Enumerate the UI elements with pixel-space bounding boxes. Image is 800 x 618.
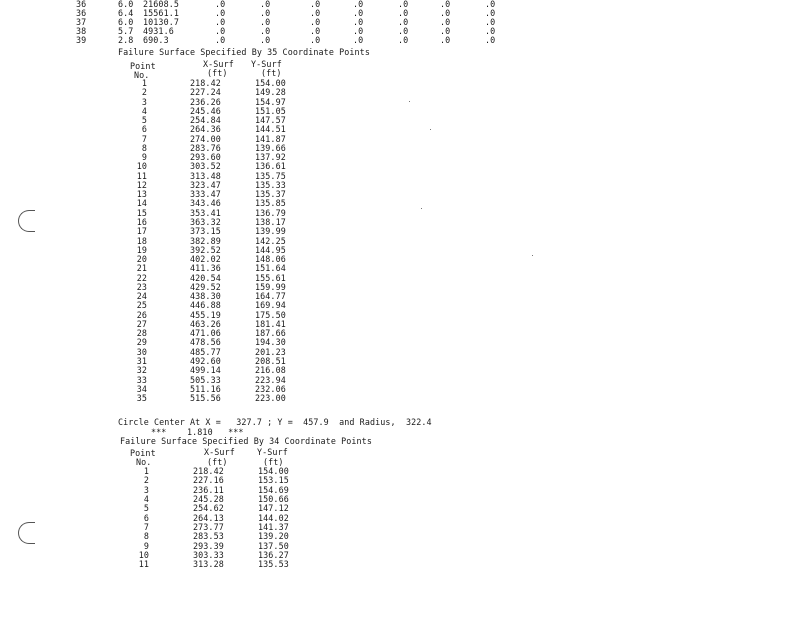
- table-row: [0, 226, 800, 235]
- cell-y-surf: 135.53: [258, 559, 289, 570]
- prior-table-cell: .0: [310, 35, 321, 45]
- cell-point-no: 11: [136, 170, 147, 181]
- cell-x-surf: 511.16: [190, 383, 221, 394]
- cell-point-no: 6: [143, 512, 149, 523]
- table-row: [0, 531, 800, 540]
- cell-point-no: 13: [136, 189, 147, 200]
- prior-table-cell: .0: [440, 0, 451, 9]
- table-row: [0, 282, 800, 291]
- cell-x-surf: 303.52: [190, 161, 221, 172]
- cell-y-surf: 148.06: [255, 254, 286, 265]
- prior-table-cell: .0: [260, 17, 271, 27]
- surface1-col-x-unit: (ft): [207, 68, 228, 78]
- cell-y-surf: 147.57: [255, 115, 286, 126]
- prior-table-cell: 690.3: [143, 35, 169, 45]
- cell-y-surf: 135.75: [255, 170, 286, 181]
- cell-x-surf: 227.16: [193, 475, 224, 486]
- cell-point-no: 9: [143, 540, 149, 551]
- cell-point-no: 16: [136, 216, 147, 227]
- cell-y-surf: 147.12: [258, 503, 289, 514]
- cell-point-no: 31: [136, 355, 147, 366]
- cell-point-no: 34: [136, 383, 147, 394]
- cell-point-no: 5: [143, 503, 149, 514]
- cell-y-surf: 216.08: [255, 365, 286, 376]
- table-row: [0, 78, 800, 87]
- prior-table-cell: .0: [260, 8, 271, 18]
- cell-y-surf: 155.61: [255, 272, 286, 283]
- cell-x-surf: 463.26: [190, 318, 221, 329]
- cell-y-surf: 139.20: [258, 531, 289, 542]
- cell-y-surf: 139.66: [255, 142, 286, 153]
- cell-y-surf: 142.25: [255, 235, 286, 246]
- table-row: [0, 559, 800, 568]
- cell-x-surf: 293.60: [190, 152, 221, 163]
- cell-y-surf: 181.41: [255, 318, 286, 329]
- cell-x-surf: 478.56: [190, 337, 221, 348]
- cell-point-no: 4: [141, 105, 147, 116]
- table-row: [0, 310, 800, 319]
- cell-x-surf: 293.39: [193, 540, 224, 551]
- cell-x-surf: 313.28: [193, 559, 224, 570]
- cell-point-no: 11: [138, 559, 149, 570]
- table-row: [0, 365, 800, 374]
- cell-point-no: 30: [136, 346, 147, 357]
- table-row: [0, 171, 800, 180]
- surface2-col-x-unit: (ft): [207, 457, 228, 467]
- prior-table-cell: .0: [440, 17, 451, 27]
- cell-x-surf: 245.28: [193, 494, 224, 505]
- prior-table-cell: .0: [260, 35, 271, 45]
- prior-table-cell: 6.0: [118, 17, 134, 27]
- cell-x-surf: 373.15: [190, 226, 221, 237]
- prior-table-cell: 5.7: [118, 26, 134, 36]
- surface1-col-y: Y-Surf: [251, 59, 282, 69]
- prior-table-cell: .0: [260, 26, 271, 36]
- cell-point-no: 5: [141, 115, 147, 126]
- cell-x-surf: 273.77: [193, 522, 224, 533]
- cell-x-surf: 236.11: [193, 484, 224, 495]
- cell-y-surf: 194.30: [255, 337, 286, 348]
- table-row: [0, 161, 800, 170]
- prior-table-row: [0, 35, 800, 44]
- cell-point-no: 8: [143, 531, 149, 542]
- cell-x-surf: 499.14: [190, 365, 221, 376]
- prior-table-row: [0, 17, 800, 26]
- cell-y-surf: 187.66: [255, 328, 286, 339]
- cell-y-surf: 159.99: [255, 281, 286, 292]
- cell-y-surf: 139.99: [255, 226, 286, 237]
- prior-table-cell: .0: [215, 17, 226, 27]
- cell-y-surf: 223.00: [255, 393, 286, 404]
- cell-point-no: 28: [136, 328, 147, 339]
- cell-x-surf: 264.36: [190, 124, 221, 135]
- cell-x-surf: 392.52: [190, 244, 221, 255]
- cell-x-surf: 492.60: [190, 355, 221, 366]
- cell-point-no: 33: [136, 374, 147, 385]
- cell-y-surf: 154.00: [258, 466, 289, 476]
- table-row: [0, 328, 800, 337]
- cell-point-no: 21: [136, 263, 147, 274]
- table-row: [0, 503, 800, 512]
- prior-table-cell: .0: [440, 26, 451, 36]
- prior-table-cell: 6.0: [118, 0, 134, 9]
- cell-point-no: 10: [136, 161, 147, 172]
- cell-point-no: 7: [141, 133, 147, 144]
- table-row: [0, 254, 800, 263]
- table-row: [0, 375, 800, 384]
- prior-table-cell: 21608.5: [143, 0, 179, 9]
- cell-point-no: 3: [141, 96, 147, 107]
- prior-table-cell: .0: [398, 35, 409, 45]
- cell-x-surf: 323.47: [190, 179, 221, 190]
- prior-table-cell: .0: [353, 35, 364, 45]
- prior-table-cell: 36: [76, 8, 87, 18]
- table-row: [0, 347, 800, 356]
- cell-point-no: 7: [143, 522, 149, 533]
- surface1-col-point-no: No.: [134, 70, 150, 80]
- cell-point-no: 25: [136, 300, 147, 311]
- table-row: [0, 189, 800, 198]
- cell-x-surf: 218.42: [193, 466, 224, 476]
- cell-point-no: 8: [141, 142, 147, 153]
- cell-x-surf: 227.24: [190, 87, 221, 98]
- cell-point-no: 6: [141, 124, 147, 135]
- prior-table-cell: .0: [215, 0, 226, 9]
- cell-x-surf: 420.54: [190, 272, 221, 283]
- table-row: [0, 87, 800, 96]
- cell-x-surf: 429.52: [190, 281, 221, 292]
- table-row: [0, 143, 800, 152]
- surface2-col-x: X-Surf: [204, 447, 235, 457]
- binder-hole-bottom: [18, 522, 35, 544]
- cell-point-no: 27: [136, 318, 147, 329]
- cell-y-surf: 144.95: [255, 244, 286, 255]
- prior-table-cell: .0: [310, 0, 321, 9]
- prior-table-cell: .0: [398, 17, 409, 27]
- cell-x-surf: 515.56: [190, 393, 221, 404]
- prior-table-cell: .0: [215, 26, 226, 36]
- prior-table-cell: .0: [440, 35, 451, 45]
- table-row: [0, 466, 800, 475]
- cell-point-no: 23: [136, 281, 147, 292]
- prior-table-cell: .0: [440, 8, 451, 18]
- cell-x-surf: 382.89: [190, 235, 221, 246]
- prior-table-row: [0, 26, 800, 35]
- cell-point-no: 24: [136, 291, 147, 302]
- cell-point-no: 15: [136, 207, 147, 218]
- cell-x-surf: 283.53: [193, 531, 224, 542]
- table-row: [0, 97, 800, 106]
- table-row: [0, 124, 800, 133]
- surface2-col-point: Point: [130, 448, 156, 458]
- table-row: [0, 550, 800, 559]
- surface2-col-y: Y-Surf: [257, 447, 288, 457]
- cell-y-surf: 136.61: [255, 161, 286, 172]
- cell-x-surf: 471.06: [190, 328, 221, 339]
- prior-table-cell: .0: [310, 17, 321, 27]
- table-row: [0, 152, 800, 161]
- cell-x-surf: 254.62: [193, 503, 224, 514]
- cell-point-no: 1: [143, 466, 149, 476]
- table-row: [0, 291, 800, 300]
- prior-table-cell: .0: [215, 35, 226, 45]
- cell-point-no: 32: [136, 365, 147, 376]
- cell-point-no: 4: [143, 494, 149, 505]
- cell-x-surf: 485.77: [190, 346, 221, 357]
- cell-x-surf: 254.84: [190, 115, 221, 126]
- surface2-table: [0, 466, 800, 569]
- cell-y-surf: 153.15: [258, 475, 289, 486]
- prior-table-cell: 6.4: [118, 8, 134, 18]
- cell-x-surf: 303.33: [193, 550, 224, 561]
- cell-point-no: 35: [136, 393, 147, 404]
- prior-table-cell: .0: [310, 26, 321, 36]
- cell-x-surf: 411.36: [190, 263, 221, 274]
- cell-y-surf: 208.51: [255, 355, 286, 366]
- prior-table-cell: .0: [398, 8, 409, 18]
- table-row: [0, 541, 800, 550]
- cell-point-no: 19: [136, 244, 147, 255]
- scan-speck: [532, 255, 533, 256]
- cell-y-surf: 137.92: [255, 152, 286, 163]
- prior-table-cell: .0: [398, 26, 409, 36]
- cell-y-surf: 232.06: [255, 383, 286, 394]
- cell-y-surf: 149.28: [255, 87, 286, 98]
- surface1-table: [0, 78, 800, 402]
- cell-point-no: 18: [136, 235, 147, 246]
- cell-y-surf: 137.50: [258, 540, 289, 551]
- prior-table-cell: .0: [398, 0, 409, 9]
- prior-table-cell: 15561.1: [143, 8, 179, 18]
- table-row: [0, 300, 800, 309]
- cell-y-surf: 154.69: [258, 484, 289, 495]
- cell-y-surf: 135.85: [255, 198, 286, 209]
- table-row: [0, 217, 800, 226]
- scan-speck: [430, 129, 431, 130]
- table-row: [0, 273, 800, 282]
- cell-x-surf: 438.30: [190, 291, 221, 302]
- table-row: [0, 337, 800, 346]
- cell-x-surf: 333.47: [190, 189, 221, 200]
- table-row: [0, 384, 800, 393]
- cell-x-surf: 455.19: [190, 309, 221, 320]
- prior-table-cell: 4931.6: [143, 26, 174, 36]
- prior-table-cell: .0: [260, 0, 271, 9]
- table-row: [0, 115, 800, 124]
- table-row: [0, 263, 800, 272]
- cell-y-surf: 151.05: [255, 105, 286, 116]
- prior-table-cell: 2.8: [118, 35, 134, 45]
- cell-y-surf: 150.66: [258, 494, 289, 505]
- cell-y-surf: 154.00: [255, 78, 286, 88]
- cell-point-no: 29: [136, 337, 147, 348]
- cell-y-surf: 164.77: [255, 291, 286, 302]
- cell-y-surf: 138.17: [255, 216, 286, 227]
- prior-table-cell: .0: [485, 35, 496, 45]
- prior-table-cell: .0: [485, 17, 496, 27]
- prior-table-cell: .0: [485, 26, 496, 36]
- cell-y-surf: 144.51: [255, 124, 286, 135]
- cell-x-surf: 402.02: [190, 254, 221, 265]
- cell-y-surf: 201.23: [255, 346, 286, 357]
- cell-point-no: 10: [138, 550, 149, 561]
- table-row: [0, 208, 800, 217]
- cell-x-surf: 218.42: [190, 78, 221, 88]
- table-row: [0, 522, 800, 531]
- table-row: [0, 180, 800, 189]
- prior-table-cell: .0: [353, 0, 364, 9]
- table-row: [0, 475, 800, 484]
- prior-table-cell: .0: [353, 17, 364, 27]
- prior-table-cell: 37: [76, 17, 87, 27]
- cell-y-surf: 135.37: [255, 189, 286, 200]
- cell-x-surf: 353.41: [190, 207, 221, 218]
- cell-y-surf: 136.79: [255, 207, 286, 218]
- table-row: [0, 198, 800, 207]
- surface2-col-y-unit: (ft): [263, 457, 284, 467]
- cell-x-surf: 313.48: [190, 170, 221, 181]
- surface2-title: Failure Surface Specified By 34 Coordinate Points: [120, 436, 372, 446]
- prior-table-cell: 39: [76, 35, 87, 45]
- prior-table-cell: .0: [485, 8, 496, 18]
- circle-fs-line: *** 1.810 ***: [151, 427, 244, 437]
- prior-table-row: [0, 0, 800, 8]
- cell-x-surf: 264.13: [193, 512, 224, 523]
- cell-x-surf: 245.46: [190, 105, 221, 116]
- prior-table-cell: .0: [353, 8, 364, 18]
- table-row: [0, 319, 800, 328]
- scan-speck: [421, 208, 422, 209]
- cell-y-surf: 141.37: [258, 522, 289, 533]
- table-row: [0, 245, 800, 254]
- table-row: [0, 134, 800, 143]
- cell-y-surf: 154.97: [255, 96, 286, 107]
- cell-x-surf: 446.88: [190, 300, 221, 311]
- prior-table-cell: .0: [353, 26, 364, 36]
- prior-table-cell: .0: [310, 8, 321, 18]
- cell-y-surf: 175.50: [255, 309, 286, 320]
- cell-point-no: 2: [143, 475, 149, 486]
- cell-y-surf: 151.64: [255, 263, 286, 274]
- table-row: [0, 356, 800, 365]
- surface1-col-point: Point: [130, 61, 156, 71]
- surface1-col-y-unit: (ft): [261, 68, 282, 78]
- cell-y-surf: 169.94: [255, 300, 286, 311]
- prior-table-cell: 36: [76, 0, 87, 9]
- circle-center-line: Circle Center At X = 327.7 ; Y = 457.9 and Radius, 322.4: [118, 417, 432, 427]
- cell-point-no: 20: [136, 254, 147, 265]
- cell-x-surf: 274.00: [190, 133, 221, 144]
- table-row: [0, 485, 800, 494]
- cell-point-no: 14: [136, 198, 147, 209]
- surface1-title: Failure Surface Specified By 35 Coordinate Points: [118, 47, 370, 57]
- cell-point-no: 22: [136, 272, 147, 283]
- cell-x-surf: 236.26: [190, 96, 221, 107]
- table-row: [0, 494, 800, 503]
- surface2-col-point-no: No.: [136, 457, 152, 467]
- surface1-col-x: X-Surf: [203, 59, 234, 69]
- table-row: [0, 236, 800, 245]
- cell-y-surf: 223.94: [255, 374, 286, 385]
- cell-x-surf: 283.76: [190, 142, 221, 153]
- cell-point-no: 3: [143, 484, 149, 495]
- table-row: [0, 513, 800, 522]
- cell-x-surf: 363.32: [190, 216, 221, 227]
- table-row: [0, 393, 800, 402]
- prior-table-cell: .0: [215, 8, 226, 18]
- prior-table-row: [0, 8, 800, 17]
- cell-point-no: 17: [136, 226, 147, 237]
- cell-y-surf: 135.33: [255, 179, 286, 190]
- scan-speck: [409, 101, 410, 102]
- table-row: [0, 106, 800, 115]
- binder-hole-top: [18, 210, 35, 232]
- cell-x-surf: 505.33: [190, 374, 221, 385]
- prior-table-cell: 38: [76, 26, 87, 36]
- cell-point-no: 2: [141, 87, 147, 98]
- cell-y-surf: 141.87: [255, 133, 286, 144]
- cell-y-surf: 144.02: [258, 512, 289, 523]
- cell-point-no: 1: [141, 78, 147, 88]
- cell-y-surf: 136.27: [258, 550, 289, 561]
- prior-table-cell: .0: [485, 0, 496, 9]
- prior-table-cell: 10130.7: [143, 17, 179, 27]
- cell-point-no: 9: [141, 152, 147, 163]
- cell-point-no: 12: [136, 179, 147, 190]
- cell-x-surf: 343.46: [190, 198, 221, 209]
- cell-point-no: 26: [136, 309, 147, 320]
